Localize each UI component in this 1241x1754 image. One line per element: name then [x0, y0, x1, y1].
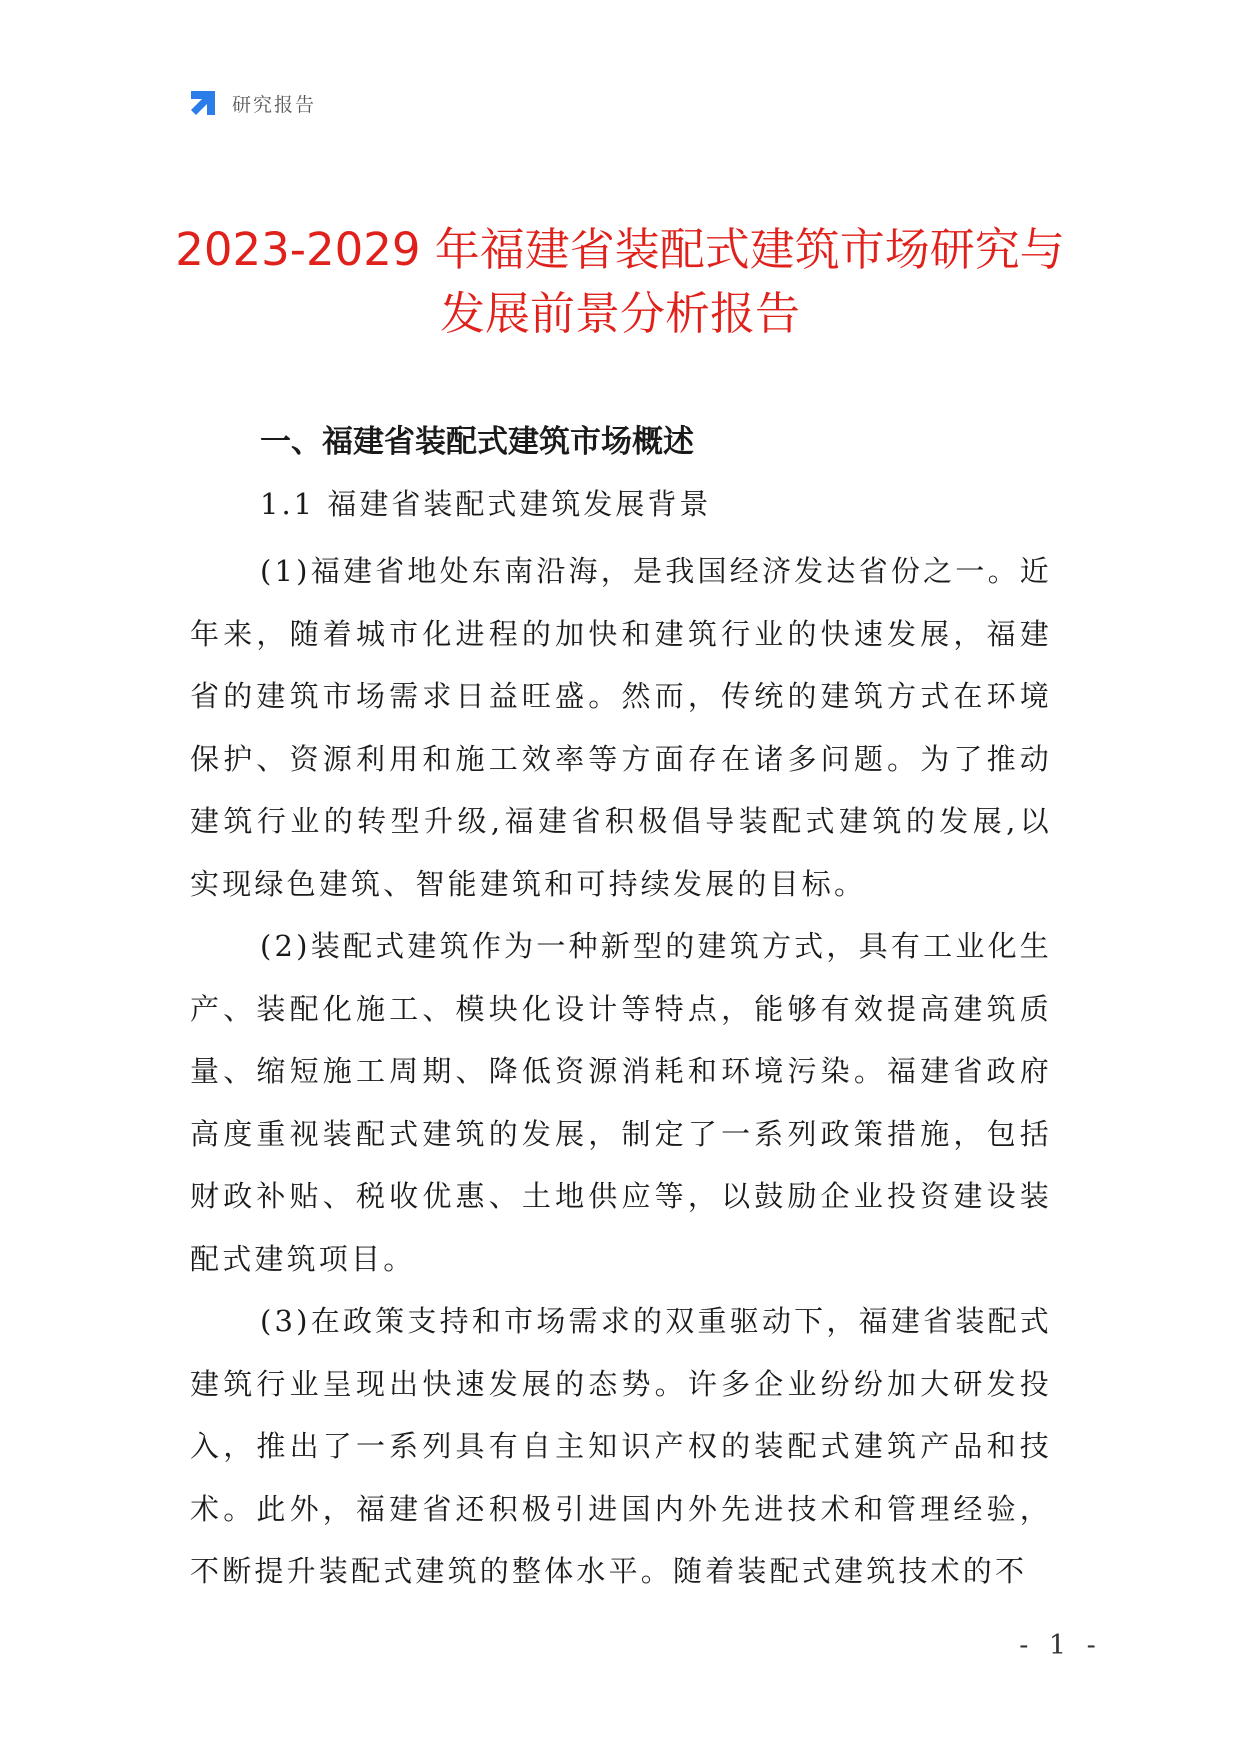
subsection-heading: 1.1 福建省装配式建筑发展背景	[260, 487, 712, 521]
title-line-2: 发展前景分析报告	[439, 287, 800, 340]
page-number-text: - 1 -	[1019, 1630, 1102, 1661]
paragraph-1: (1)福建省地处东南沿海，是我国经济发达省份之一。近年来，随着城市化进程的加快和建筑行业的快速发展，福建省的建筑市场需求日益旺盛。然而，传统的建筑方式在环境保护、资源利用和施工效率等方面存在诸多问题。为了推动建筑行业的转型升级,福建省积极倡导装配式建筑的发展,以实现绿色建筑、智能建筑和可持续发展的目标。	[190, 554, 1052, 901]
page-header	[188, 86, 316, 120]
document-title	[120, 218, 1120, 346]
page-number	[0, 1630, 1241, 1661]
paragraph-2: (2)装配式建筑作为一种新型的建筑方式，具有工业化生产、装配化施工、模块化设计等特点，能够有效提高建筑质量、缩短施工周期、降低资源消耗和环境污染。福建省政府高度重视装配式建筑的发展，制定了一系列政策措施，包括财政补贴、税收优惠、土地供应等，以鼓励企业投资建设装配式建筑项目。	[190, 929, 1052, 1276]
title-line-1: 2023-2029 年福建省装配式建筑市场研究与	[175, 223, 1065, 276]
document-body	[190, 540, 1052, 1603]
header-label: 研究报告	[232, 93, 317, 116]
arrow-up-right-icon	[188, 88, 218, 118]
section-heading: 一、福建省装配式建筑市场概述	[260, 424, 694, 460]
paragraph-3: (3)在政策支持和市场需求的双重驱动下，福建省装配式建筑行业呈现出快速发展的态势。许多企业纷纷加大研发投入，推出了一系列具有自主知识产权的装配式建筑产品和技术。此外，福建省还积极引进国内外先进技术和管理经验，不断提升装配式建筑的整体水平。随着装配式建筑技术的不	[190, 1304, 1052, 1588]
